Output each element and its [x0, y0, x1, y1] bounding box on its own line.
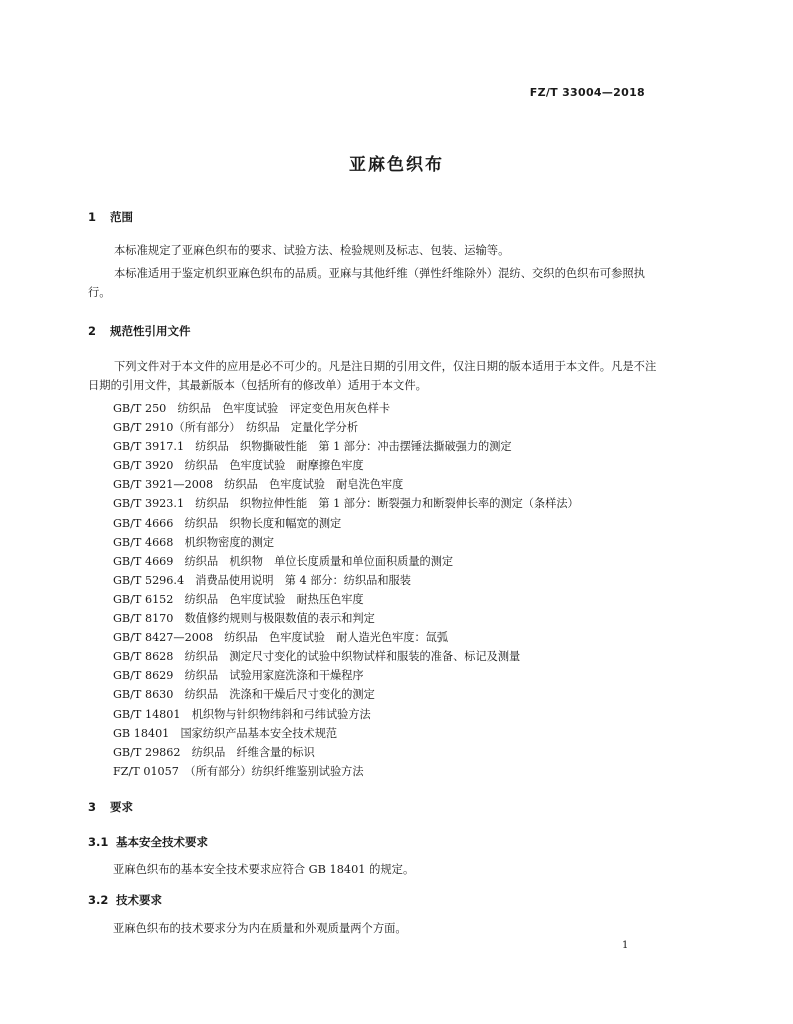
section-title: 要求	[110, 800, 133, 814]
reference-item: GB/T 8628 纺织品 测定尺寸变化的试验中织物试样和服装的准备、标记及测量	[113, 650, 521, 664]
subsection-number: 3.2	[88, 893, 109, 907]
section-2-intro	[88, 357, 658, 395]
subsection-3-1-text: 亚麻色织布的基本安全技术要求应符合 GB 18401 的规定。	[113, 863, 415, 876]
section-2-heading	[88, 323, 191, 339]
reference-item: GB/T 8427—2008 纺织品 色牢度试验 耐人造光色牢度：氙弧	[113, 631, 449, 645]
reference-item: GB 18401 国家纺织产品基本安全技术规范	[113, 726, 338, 740]
paragraph-text: 本标准规定了亚麻色织布的要求、试验方法、检验规则及标志、包装、运输等。	[114, 244, 510, 257]
paragraph-text: 本标准适用于鉴定机织亚麻色织布的品质。亚麻与其他纤维（弹性纤维除外）混纺、交织的色织布可参照执行。	[88, 267, 645, 299]
subsection-title: 技术要求	[116, 893, 162, 907]
reference-item: GB/T 5296.4 消费品使用说明 第 4 部分：纺织品和服装	[113, 573, 411, 587]
reference-item: GB/T 8630 纺织品 洗涤和干燥后尺寸变化的测定	[113, 688, 375, 702]
reference-item: GB/T 29862 纺织品 纤维含量的标识	[113, 745, 315, 759]
section-1-paragraph-2	[88, 264, 658, 302]
section-1-paragraph-1	[88, 241, 658, 260]
section-title: 范围	[110, 210, 133, 224]
reference-item: GB/T 3920 纺织品 色牢度试验 耐摩擦色牢度	[113, 459, 364, 473]
page-number: 1	[622, 940, 629, 951]
reference-item: GB/T 14801 机织物与针织物纬斜和弓纬试验方法	[113, 707, 371, 721]
reference-item: FZ/T 01057 （所有部分）纺织纤维鉴别试验方法	[113, 764, 364, 778]
reference-item: GB/T 4668 机织物密度的测定	[113, 535, 275, 549]
section-3-heading	[88, 799, 133, 815]
reference-item: GB/T 4666 纺织品 织物长度和幅宽的测定	[113, 516, 342, 530]
paragraph-text: 下列文件对于本文件的应用是必不可少的。凡是注日期的引用文件，仅注日期的版本适用于本文件。凡是不注日期的引用文件，其最新版本（包括所有的修改单）适用于本文件。	[88, 360, 657, 392]
reference-item: GB/T 2910（所有部分） 纺织品 定量化学分析	[113, 421, 359, 435]
reference-item: GB/T 8629 纺织品 试验用家庭洗涤和干燥程序	[113, 669, 364, 683]
reference-item: GB/T 3917.1 纺织品 织物撕破性能 第 1 部分：冲击摆锤法撕破强力的测定	[113, 440, 512, 454]
reference-list	[113, 399, 653, 781]
standard-number: FZ/T 33004—2018	[529, 86, 645, 99]
reference-item: GB/T 3923.1 纺织品 织物拉伸性能 第 1 部分：断裂强力和断裂伸长率的测定（条样法）	[113, 497, 579, 511]
document-title: 亚麻色织布	[349, 155, 444, 175]
subsection-3-1-heading	[88, 834, 208, 850]
subsection-3-2-text: 亚麻色织布的技术要求分为内在质量和外观质量两个方面。	[113, 922, 407, 935]
reference-item: GB/T 8170 数值修约规则与极限数值的表示和判定	[113, 612, 375, 626]
section-1-heading	[88, 209, 133, 225]
reference-item: GB/T 6152 纺织品 色牢度试验 耐热压色牢度	[113, 592, 364, 606]
section-number: 2	[88, 324, 97, 338]
reference-item: GB/T 250 纺织品 色牢度试验 评定变色用灰色样卡	[113, 402, 391, 415]
reference-item: GB/T 3921—2008 纺织品 色牢度试验 耐皂洗色牢度	[113, 478, 404, 492]
section-title: 规范性引用文件	[110, 324, 191, 338]
subsection-3-2-heading	[88, 892, 162, 908]
subsection-title: 基本安全技术要求	[116, 835, 208, 849]
subsection-number: 3.1	[88, 835, 109, 849]
section-number: 3	[88, 800, 97, 814]
section-number: 1	[88, 210, 97, 224]
reference-item: GB/T 4669 纺织品 机织物 单位长度质量和单位面积质量的测定	[113, 554, 454, 568]
